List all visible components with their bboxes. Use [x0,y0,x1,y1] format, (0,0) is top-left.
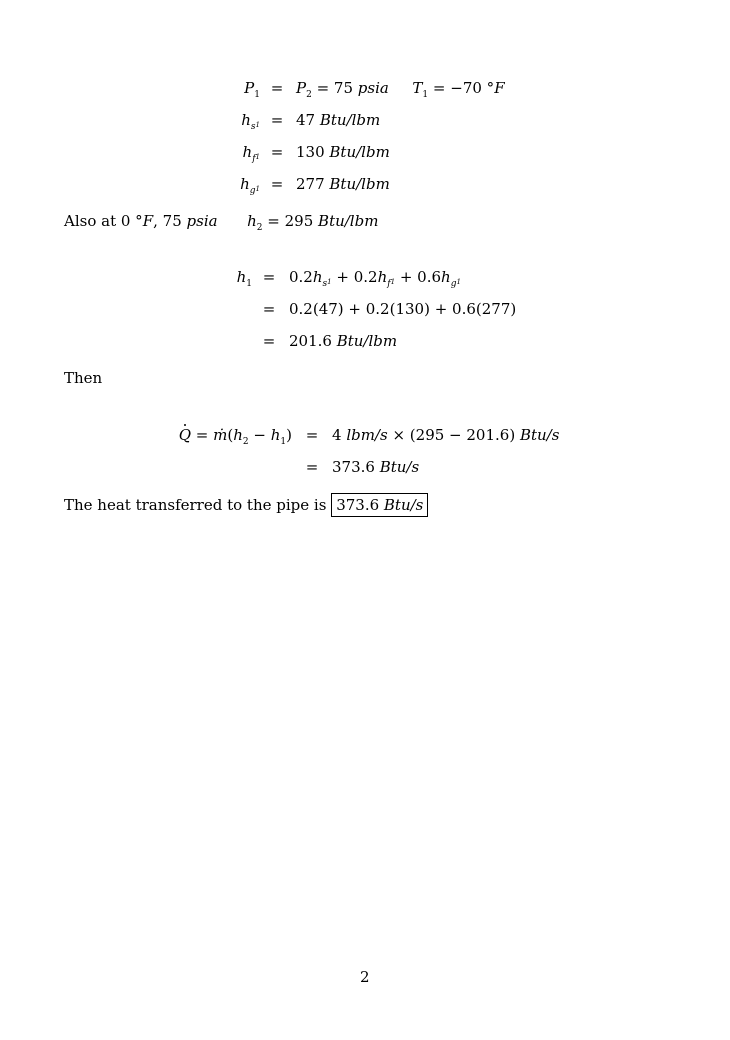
eq-rhs [332,458,419,476]
subscript: s [250,122,256,132]
unit: Btu/s [383,496,424,514]
value-text: 47 [296,111,320,129]
equals-sign: = [270,111,284,129]
eq-lhs [150,426,292,447]
text: , 75 [153,212,187,230]
eq-block-1-row-2 [0,111,730,133]
var-h: h [233,426,243,444]
subscript: 1 [255,121,260,129]
eq-block-1-row-4 [0,175,730,197]
value-text: + 0.6 [395,268,442,286]
var-p: P [296,79,307,97]
var-p: P [244,79,255,97]
value-text: 373.6 [332,458,380,476]
subscript: 1 [327,278,332,286]
value-text: 201.6 [289,332,337,350]
conclusion-line [64,496,428,514]
conclusion-text: The heat transferred to the pipe is [64,496,332,514]
value-text: 130 [296,143,330,161]
text: ( [227,426,234,444]
eq-rhs: 0.2(47) + 0.2(130) + 0.6(277) [289,300,517,318]
value-text: 277 [296,175,330,193]
subscript: 1 [255,185,260,193]
text: Also at 0 ° [64,212,143,230]
text: = [191,426,214,444]
subscript: g [450,279,457,289]
eq-block-3-row-1 [0,426,730,448]
var-h: h [441,268,451,286]
eq-block-1-row-1 [0,79,730,101]
var-h: h [242,143,253,161]
unit: Btu/lbm [319,111,381,129]
value-text: = −70 ° [428,79,495,97]
unit: Btu/lbm [329,143,390,161]
unit: psia [186,212,218,230]
subscript: s [322,279,328,289]
var-h: h [247,212,257,230]
subscript: 2 [306,90,312,100]
subscript: f [252,154,256,164]
equals-sign: = [305,458,319,476]
subscript: 1 [254,90,260,100]
eq-rhs [289,268,461,289]
subscript: f [387,279,391,289]
subscript: 2 [256,223,263,233]
subscript: 1 [422,90,429,100]
var-q-dot: Q [178,426,192,444]
unit: psia [357,79,389,97]
eq-block-2-row-1 [0,268,730,290]
subscript: 1 [456,278,461,286]
unit: lbm/s [346,426,388,444]
equals-sign: = [270,143,284,161]
eq-lhs [200,111,260,132]
equals-sign: = [262,332,276,350]
subscript: 1 [390,278,396,286]
equals-sign: = [262,300,276,318]
text: ) [286,426,292,444]
equals-sign: = [270,79,284,97]
eq-rhs [296,111,380,129]
eq-rhs [289,332,397,350]
equals-sign: = [262,268,276,286]
eq-block-3-row-2 [0,458,730,480]
value-text: = 295 [262,212,319,230]
var-h: h [236,268,247,286]
subscript: 1 [255,153,260,161]
eq-block-2-row-3 [0,332,730,354]
subscript: 1 [246,279,252,289]
eq-rhs [296,79,505,100]
value-text: = 75 [311,79,358,97]
unit: Btu/s [379,458,420,476]
var-h: h [270,426,281,444]
unit: F [142,212,154,230]
equals-sign: = [270,175,284,193]
boxed-answer [331,493,428,517]
value-text: 4 [332,426,347,444]
value-text: + 0.2 [331,268,378,286]
eq-block-1-row-3 [0,143,730,165]
eq-block-2-row-2 [0,300,730,322]
var-h: h [241,111,251,129]
subscript: 1 [280,437,287,447]
eq-lhs [200,79,260,100]
value-text: 373.6 [336,496,384,514]
var-t: T [412,79,423,97]
var-h: h [240,175,250,193]
equals-sign: = [305,426,319,444]
unit: Btu/lbm [336,332,398,350]
then-label: Then [64,369,103,387]
var-m-dot: ṁ [213,426,228,444]
page-number: 2 [360,968,370,986]
subscript: 2 [242,437,249,447]
text: − [248,426,271,444]
var-h: h [377,268,388,286]
eq-lhs [200,175,260,196]
unit: Btu/lbm [318,212,379,230]
unit: Btu/lbm [329,175,390,193]
eq-rhs [332,426,559,444]
eq-lhs [200,143,260,164]
var-h: h [312,268,323,286]
value-text: × (295 − 201.6) [387,426,520,444]
unit: Btu/s [519,426,560,444]
eq-lhs [200,268,252,289]
subscript: g [249,186,256,196]
eq-rhs [296,143,390,161]
unit: F [494,79,505,97]
also-line [64,212,378,233]
eq-rhs [296,175,390,193]
value-text: 0.2 [289,268,313,286]
